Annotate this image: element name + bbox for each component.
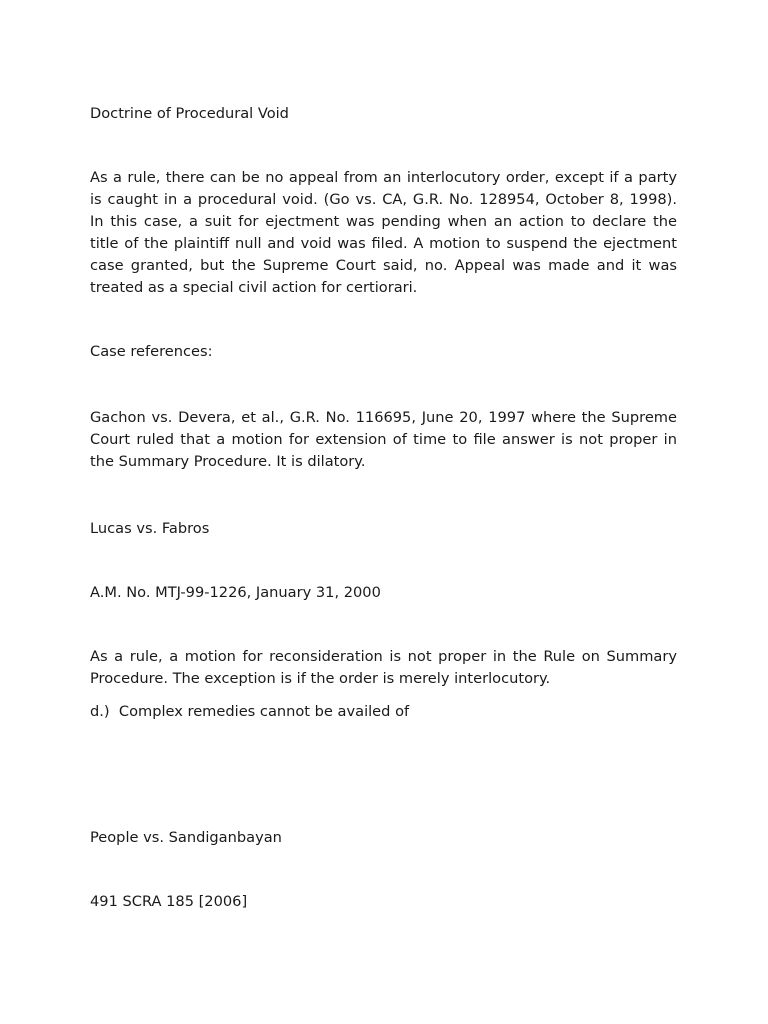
paragraph-gachon-case: Gachon vs. Devera, et al., G.R. No. 116695, June 20, 1997 where the Supreme Court ruled that a motion for extension of time to file answer is not proper in the Summary Procedure. It is dilatory. [90,409,677,470]
case-references-label: Case references: [90,343,213,360]
citation-lucas: A.M. No. MTJ-99-1226, January 31, 2000 [90,584,381,601]
document-title: Doctrine of Procedural Void [90,105,289,122]
paragraph-motion-reconsideration: As a rule, a motion for reconsideration is not proper in the Rule on Summary Procedure. The exception is if the order is merely interlocutory. [90,648,677,687]
case-name-people: People vs. Sandiganbayan [90,829,282,846]
citation-people: 491 SCRA 185 [2006] [90,893,248,910]
paragraph-procedural-void-rule: As a rule, there can be no appeal from an interlocutory order, except if a party is caught in a procedural void. (Go vs. CA, G.R. No. 128954, October 8, 1998). In this case, a suit for ejectment was pending when an action to declare the title of the plaintiff null and void was filed. A motion to suspend the ejectment case granted, but the Supreme Court said, no. Appeal was made and it was treated as a special civil action for certiorari. [90,169,677,296]
list-item-d: d.) Complex remedies cannot be availed of [90,703,410,720]
case-name-lucas: Lucas vs. Fabros [90,520,210,537]
